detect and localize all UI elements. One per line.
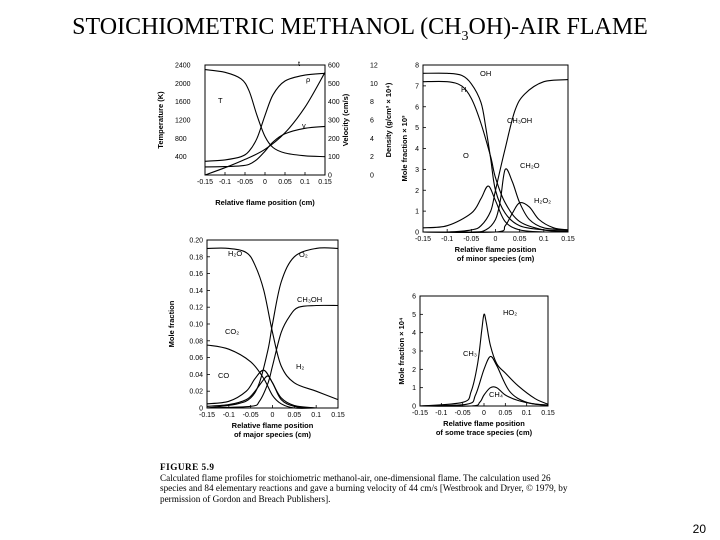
series-co2-label: CO₂ <box>225 327 240 336</box>
series-ho2-line <box>420 314 548 406</box>
y-tick-label: 0.04 <box>189 371 203 379</box>
y-axis-label: Mole fraction × 10³ <box>400 115 409 182</box>
series-co-label: CO <box>218 371 230 380</box>
x-tick-label: 0.1 <box>311 412 322 419</box>
panel-b <box>400 63 575 264</box>
series-h2o2-label: H₂O₂ <box>534 196 552 205</box>
x-axis-label-line: of minor species (cm) <box>456 254 535 263</box>
y-tick-label: 0 <box>415 229 419 237</box>
y-tick-label: 1600 <box>175 99 191 107</box>
y-tick-label: 6 <box>415 104 419 112</box>
y-tick-label: 400 <box>328 99 340 107</box>
y-tick-label: 5 <box>415 125 419 133</box>
y-axis-label: Mole fraction <box>167 300 176 348</box>
y-tick-label: 7 <box>415 83 419 91</box>
y-tick-label: 300 <box>328 117 340 125</box>
series-oh-line <box>423 73 568 231</box>
x-tick-label: 0 <box>270 412 275 419</box>
y-tick-label: 8 <box>415 62 419 70</box>
series-ch3-line <box>420 356 548 406</box>
y-tick-label: 0 <box>328 172 332 180</box>
x-axis-label <box>455 245 537 263</box>
y-tick-label: 0.02 <box>189 388 203 396</box>
panel-b-frame <box>423 65 568 232</box>
y-tick-label: 1 <box>415 208 419 216</box>
series-ch3oh-line <box>423 80 568 233</box>
y-tick-label: 10 <box>370 80 378 88</box>
series-rho-label: ρ <box>306 75 311 84</box>
figure-caption-text: Calculated flame profiles for stoichiometric methanol-air, one-dimensional flame. The calculation used 26 species and 84 elementary reactions and gave a burning velocity of 44 cm/s [Westbrook and Dryer, © 1979, by permission of Gordon and Breach Publishers]. <box>160 472 568 504</box>
series-oh-label: OH <box>480 69 492 78</box>
y-tick-label: 200 <box>328 135 340 143</box>
y-axis-label: Density (g/cm³ × 10⁴) <box>384 82 393 158</box>
x-tick-label: 0.05 <box>278 179 292 186</box>
y-tick-label: 4 <box>415 146 419 153</box>
y-tick-label: 2 <box>412 366 416 374</box>
y-tick-label: 6 <box>412 293 416 301</box>
y-tick-label: 0.12 <box>189 304 203 312</box>
figure-number: FIGURE 5.9 <box>160 462 215 472</box>
x-tick-label: -0.05 <box>237 179 253 186</box>
x-axis-label <box>436 419 533 437</box>
x-tick-label: -0.15 <box>412 410 428 417</box>
y-tick-label: 8 <box>370 99 374 107</box>
x-tick-label: -0.1 <box>441 236 454 243</box>
y-tick-label: 0.10 <box>189 321 203 329</box>
x-tick-label: -0.15 <box>199 412 215 419</box>
series-ch3-label: CH₃ <box>463 349 477 358</box>
y-axis-label: Velocity (cm/s) <box>341 93 350 147</box>
x-axis-label-line: of some trace species (cm) <box>435 428 533 437</box>
series-o-label: O <box>463 151 469 160</box>
panel-a <box>156 59 393 207</box>
series-ch4-label: CH₄ <box>489 390 503 399</box>
y-tick-label: 0.14 <box>189 287 203 295</box>
y-tick-label: 0.16 <box>189 271 203 279</box>
x-tick-label: 0.05 <box>512 236 527 243</box>
series-ch3oh-label: CH₃OH <box>297 295 323 304</box>
y-tick-label: 500 <box>328 80 340 88</box>
series-h2-line <box>207 376 316 408</box>
series-h-line <box>423 81 568 231</box>
y-tick-label: 100 <box>328 154 340 162</box>
y-axis-label: Temperature (K) <box>156 91 165 149</box>
y-tick-label: 1 <box>412 385 416 393</box>
y-tick-label: 2400 <box>175 62 191 70</box>
x-tick-label: 0 <box>263 179 267 186</box>
y-tick-label: 400 <box>175 154 187 162</box>
y-tick-label: 0 <box>199 405 203 413</box>
y-tick-label: 4 <box>412 330 416 338</box>
y-tick-label: 3 <box>412 348 416 356</box>
x-axis-label-line: Relative flame position <box>231 421 314 430</box>
y-tick-label: 0.18 <box>189 254 203 262</box>
x-tick-label: 0.1 <box>538 236 549 243</box>
x-tick-label: -0.1 <box>435 410 448 417</box>
x-tick-label: 0.1 <box>300 179 310 186</box>
x-tick-label: -0.05 <box>454 410 471 417</box>
x-tick-label: 0 <box>493 236 498 243</box>
y-tick-label: 0 <box>412 403 416 411</box>
x-tick-label: -0.15 <box>415 236 431 243</box>
x-axis-label-line: Relative flame position <box>454 245 537 254</box>
slide-number: 20 <box>692 522 706 536</box>
y-tick-label: 1200 <box>175 117 191 125</box>
x-axis-label: Relative flame position (cm) <box>215 198 315 207</box>
panel-c <box>167 238 345 440</box>
x-tick-label: 0.1 <box>521 410 532 417</box>
panel-d <box>397 294 555 438</box>
series-h-label: H <box>461 85 467 94</box>
x-tick-label: 0.15 <box>561 236 575 243</box>
x-tick-label: -0.05 <box>463 236 480 243</box>
x-tick-label: 0.15 <box>331 412 345 419</box>
slide-title-pre: STOICHIOMETRIC METHANOL (CH <box>72 14 462 40</box>
y-tick-label: 6 <box>370 117 374 125</box>
y-tick-label: 3 <box>415 166 419 174</box>
panel-d-frame <box>420 296 548 406</box>
y-tick-label: 4 <box>370 135 374 143</box>
x-tick-label: -0.15 <box>197 179 213 186</box>
x-tick-label: -0.05 <box>242 412 259 419</box>
y-tick-label: 2 <box>415 187 419 195</box>
y-tick-label: 2 <box>370 154 374 162</box>
series-o2-label: O₂ <box>299 250 308 259</box>
series-v-line <box>205 126 325 166</box>
series-t-label: T <box>218 96 223 105</box>
series-ch2o-label: CH₂O <box>520 161 540 170</box>
series-v-label: v <box>302 121 306 130</box>
x-axis-label <box>232 421 314 439</box>
series-t-line <box>205 73 325 161</box>
series-ch3oh-label: CH₃OH <box>507 116 533 125</box>
slide-title-subscript: 3 <box>461 28 469 44</box>
y-tick-label: 12 <box>370 62 378 70</box>
x-tick-label: 0.05 <box>498 410 513 417</box>
figure-caption <box>160 462 575 504</box>
y-tick-label: 800 <box>175 135 187 143</box>
series-h2o-label: H₂O <box>228 249 243 258</box>
series-t-label: t <box>298 59 301 68</box>
x-tick-label: 0.15 <box>541 410 555 417</box>
x-tick-label: 0.15 <box>318 179 332 186</box>
series-ho2-label: HO₂ <box>503 308 518 317</box>
y-tick-label: 0.06 <box>189 355 203 363</box>
y-tick-label: 0.08 <box>189 338 203 346</box>
x-tick-label: 0.05 <box>287 412 302 419</box>
series-h2-label: H₂ <box>296 362 305 371</box>
y-tick-label: 0.20 <box>189 237 203 245</box>
y-tick-label: 5 <box>412 311 416 319</box>
x-tick-label: 0 <box>482 410 486 417</box>
y-tick-label: 2000 <box>175 80 191 88</box>
y-tick-label: 600 <box>328 62 340 70</box>
x-tick-label: -0.1 <box>222 412 235 419</box>
x-axis-label-line: of major species (cm) <box>233 430 312 439</box>
y-tick-label: 0 <box>370 172 374 180</box>
slide-title-post: OH)-AIR FLAME <box>468 14 648 40</box>
y-axis-label: Mole fraction × 10⁴ <box>397 317 406 385</box>
x-axis-label-line: Relative flame position <box>443 419 525 428</box>
x-tick-label: -0.1 <box>218 179 232 186</box>
